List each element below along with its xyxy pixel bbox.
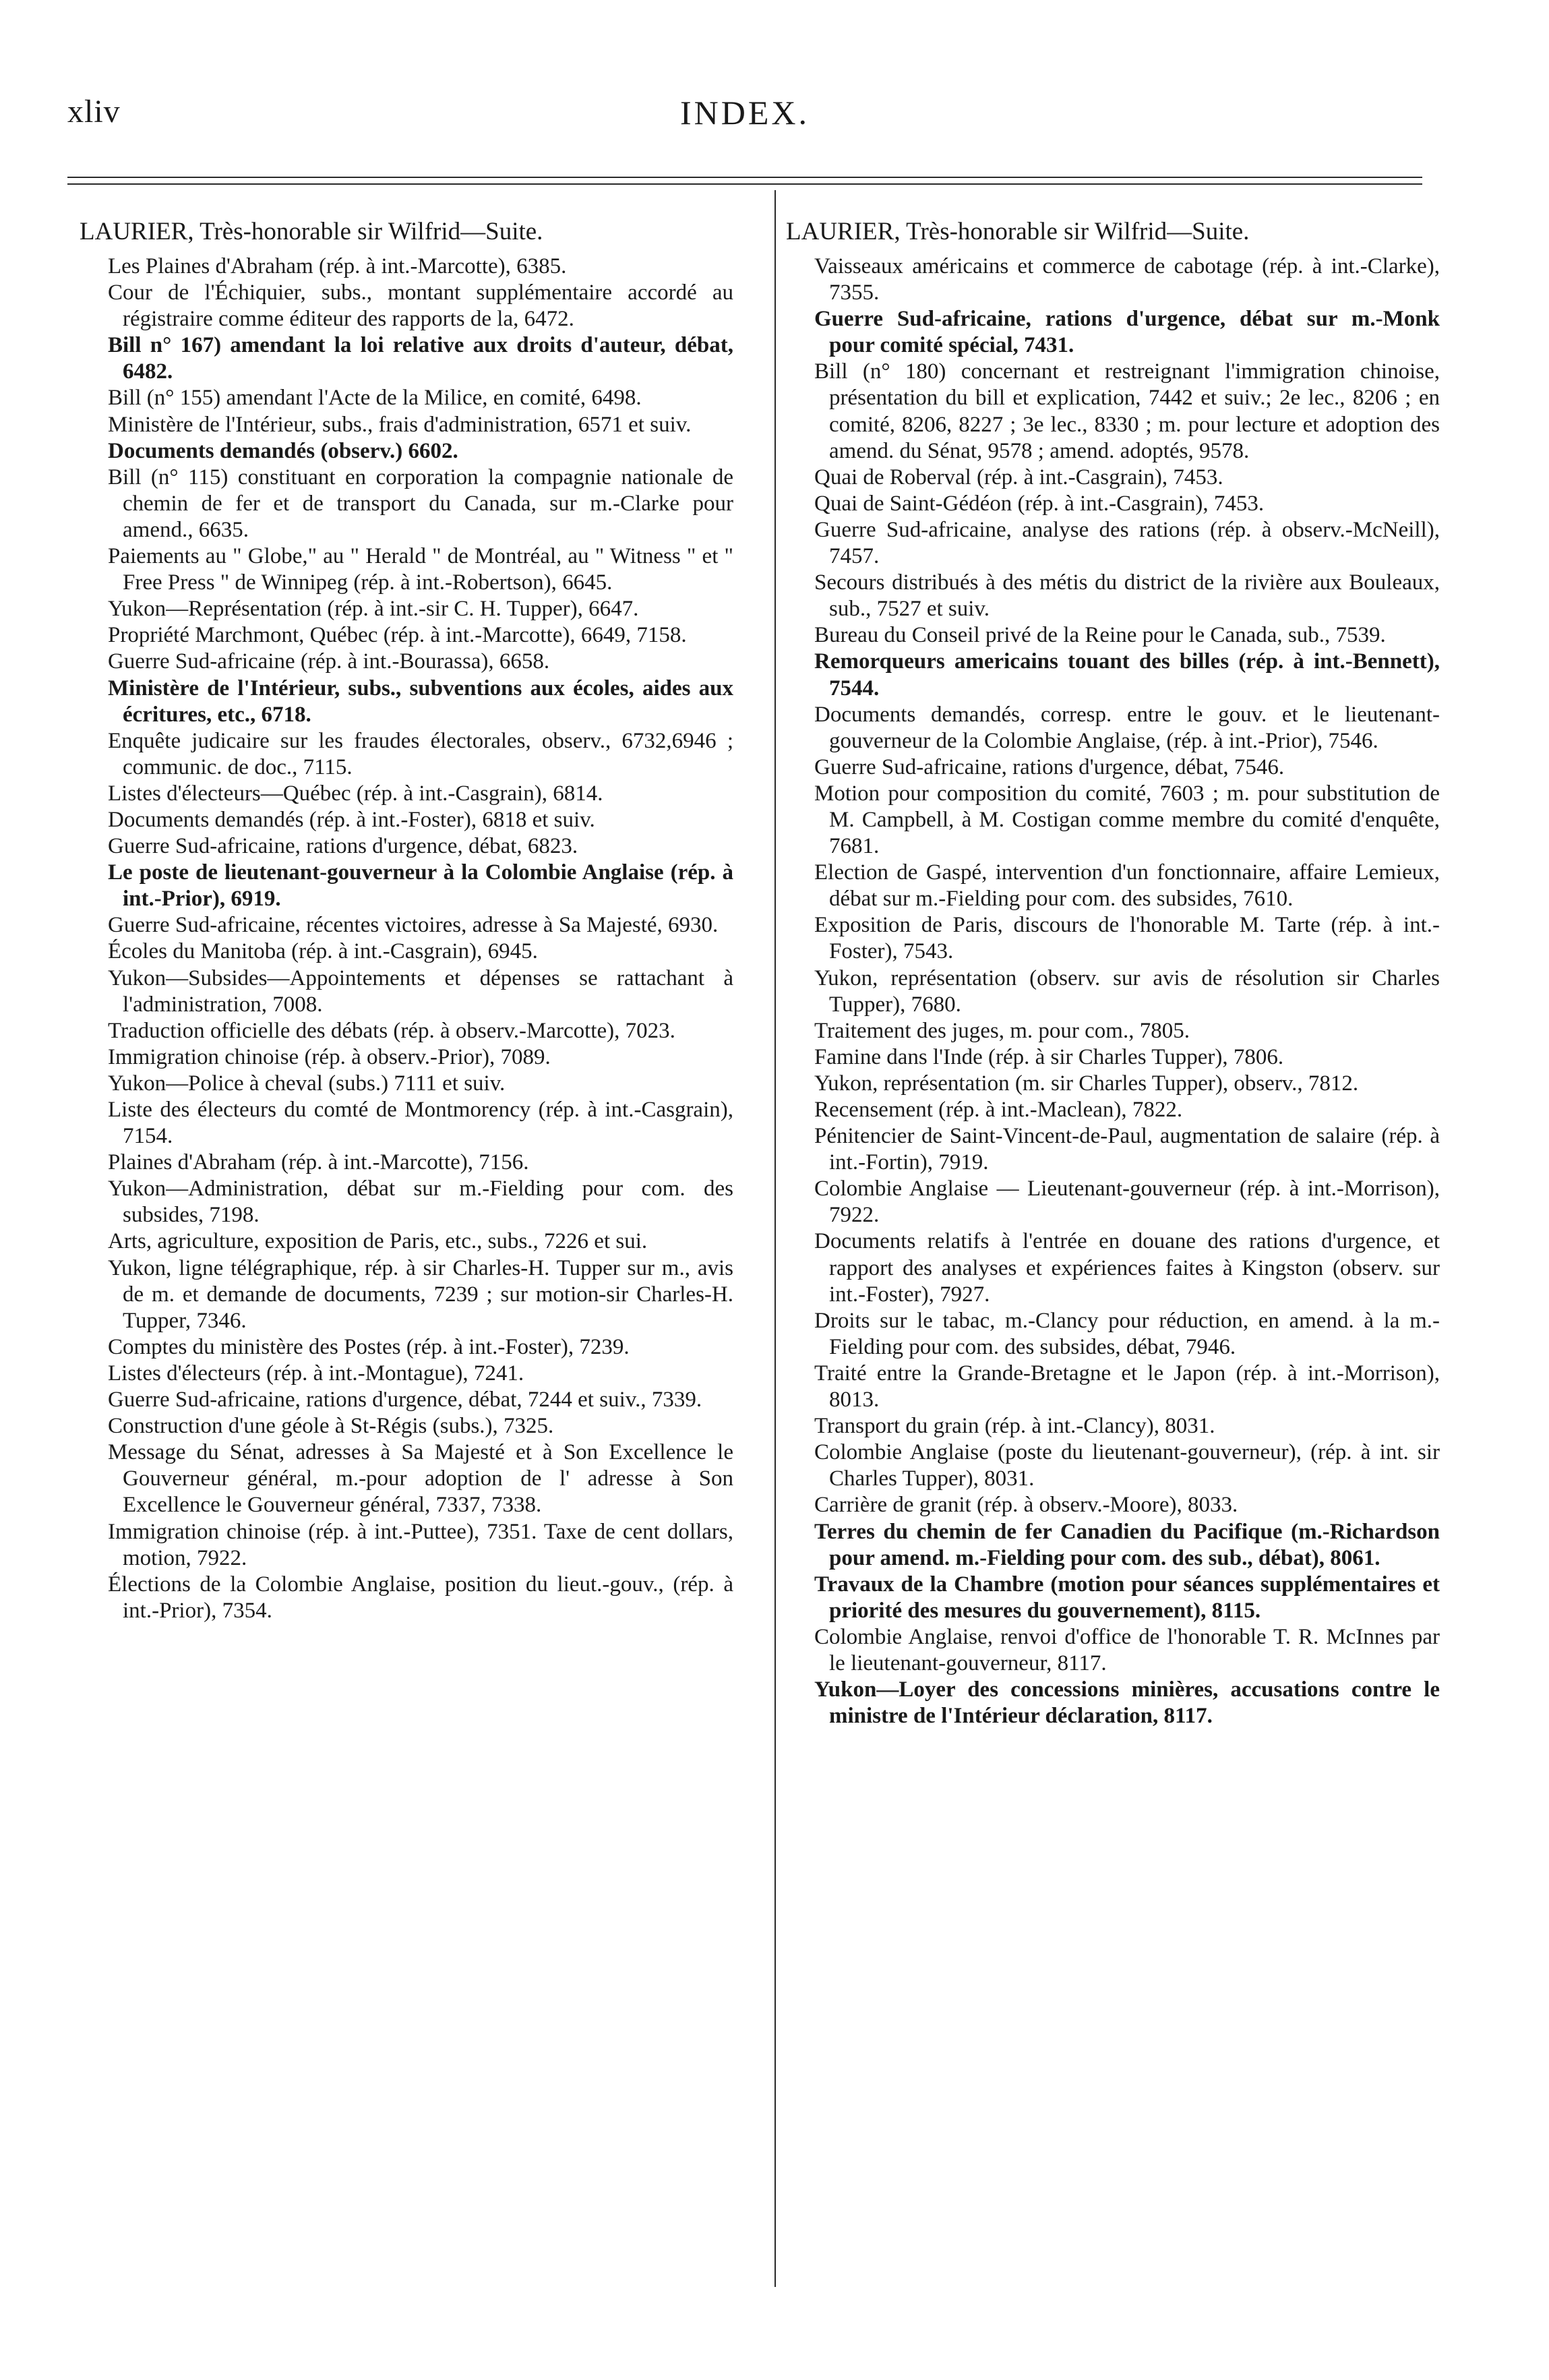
- entry-list: [786, 254, 1440, 1729]
- index-entry: Documents demandés (observ.) 6602.: [108, 438, 458, 463]
- index-entry: Colombie Anglaise — Lieutenant-gouverneur (rép. à int.-Morrison), 7922.: [814, 1177, 1440, 1228]
- index-entry: Message du Sénat, adresses à Sa Majesté et à Son Excellence le Gouverneur général, m.-pour adoption de l' adresse à Son Excellence le Gouverneur général, 7337, 7338.: [108, 1440, 733, 1518]
- index-entry: Immigration chinoise (rép. à observ.-Prior), 7089.: [108, 1044, 551, 1069]
- index-entry: Guerre Sud-africaine, rations d'urgence, débat sur m.-Monk pour comité spécial, 7431.: [814, 307, 1440, 358]
- index-entry: Le poste de lieutenant-gouverneur à la Colombie Anglaise (rép. à int.-Prior), 6919.: [108, 860, 733, 912]
- index-entry: Les Plaines d'Abraham (rép. à int.-Marcotte), 6385.: [108, 254, 567, 278]
- index-entry: Colombie Anglaise (poste du lieutenant-gouverneur), (rép. à int. sir Charles Tupper), 8031.: [814, 1440, 1440, 1491]
- index-entry: Quai de Roberval (rép. à int.-Casgrain), 7453.: [814, 465, 1223, 489]
- index-entry: Liste des électeurs du comté de Montmorency (rép. à int.-Casgrain), 7154.: [108, 1098, 733, 1149]
- index-entry: Guerre Sud-africaine, rations d'urgence, débat, 6823.: [108, 834, 578, 859]
- index-entry: Secours distribués à des métis du district de la rivière aux Bouleaux, sub., 7527 et suiv.: [814, 570, 1440, 622]
- index-entry: Cour de l'Échiquier, subs., montant supplémentaire accordé au régistraire comme éditeur des rapports de la, 6472.: [108, 280, 733, 332]
- index-entry: Documents demandés (rép. à int.-Foster), 6818 et suiv.: [108, 807, 595, 832]
- index-entry: Plaines d'Abraham (rép. à int.-Marcotte), 7156.: [108, 1150, 529, 1175]
- index-entry: Terres du chemin de fer Canadien du Pacifique (m.-Richardson pour amend. m.-Fielding pour com. des sub., débat), 8061.: [814, 1519, 1440, 1570]
- index-entry: Bill n° 167) amendant la loi relative aux droits d'auteur, débat, 6482.: [108, 333, 733, 384]
- index-entry: Ministère de l'Intérieur, subs., frais d'administration, 6571 et suiv.: [108, 412, 692, 437]
- index-entry: Bill (n° 180) concernant et restreignant l'immigration chinoise, présentation du bill et explication, 7442 et suiv.; 2e lec., 8206 ; en comité, 8206, 8227 ; 3e lec., 8330 ; m. pour lecture et adoption des amend. du Sénat, 9578 ; amend. adoptés, 9578.: [814, 359, 1440, 463]
- index-entry: Carrière de granit (rép. à observ.-Moore), 8033.: [814, 1493, 1238, 1518]
- index-entry: Paiements au " Globe," au " Herald " de Montréal, au " Witness " et " Free Press " de Winnipeg (rép. à int.-Robertson), 6645.: [108, 544, 733, 595]
- index-entry: Documents relatifs à l'entrée en douane des rations d'urgence, et rapport des analyses et expériences faites à Kingston (observ. sur int.-Foster), 7927.: [814, 1229, 1440, 1307]
- index-entry: Yukon—Subsides—Appointements et dépenses se rattachant à l'administration, 7008.: [108, 965, 733, 1017]
- index-entry: Élections de la Colombie Anglaise, position du lieut.-gouv., (rép. à int.-Prior), 7354.: [108, 1572, 733, 1623]
- index-entry: Yukon—Police à cheval (subs.) 7111 et suiv.: [108, 1071, 506, 1096]
- index-entry: Traité entre la Grande-Bretagne et le Japon (rép. à int.-Morrison), 8013.: [814, 1361, 1440, 1412]
- index-entry: Transport du grain (rép. à int.-Clancy), 8031.: [814, 1414, 1215, 1439]
- index-column-left: [80, 214, 733, 1624]
- index-entry: Documents demandés, corresp. entre le gouv. et le lieutenant-gouverneur de la Colombie Anglaise, (rép. à int.-Prior), 7546.: [814, 702, 1440, 753]
- index-entry: Guerre Sud-africaine, rations d'urgence, débat, 7546.: [814, 754, 1285, 779]
- index-entry: Traitement des juges, m. pour com., 7805.: [814, 1018, 1190, 1043]
- index-entry: Droits sur le tabac, m.-Clancy pour réduction, en amend. à la m.-Fielding pour com. des subsides, débat, 7946.: [814, 1308, 1440, 1359]
- index-entry: Yukon, ligne télégraphique, rép. à sir Charles-H. Tupper sur m., avis de m. et demande de documents, 7239 ; sur motion-sir Charles-H. Tupper, 7346.: [108, 1255, 733, 1333]
- header-rule-bottom: [67, 183, 1422, 185]
- index-entry: Ministère de l'Intérieur, subs., subventions aux écoles, aides aux écritures, etc., 6718.: [108, 676, 733, 727]
- column-heading: LAURIER, Très-honorable sir Wilfrid—Suite.: [786, 218, 1250, 245]
- running-head: INDEX.: [679, 94, 810, 131]
- index-entry: Comptes du ministère des Postes (rép. à int.-Foster), 7239.: [108, 1334, 630, 1359]
- index-entry: Yukon, représentation (m. sir Charles Tupper), observ., 7812.: [814, 1071, 1359, 1096]
- index-entry: Arts, agriculture, exposition de Paris, etc., subs., 7226 et sui.: [108, 1229, 648, 1254]
- index-entry: Bureau du Conseil privé de la Reine pour le Canada, sub., 7539.: [814, 623, 1386, 648]
- index-entry: Quai de Saint-Gédéon (rép. à int.-Casgrain), 7453.: [814, 491, 1265, 516]
- index-entry: Yukon, représentation (observ. sur avis de résolution sir Charles Tupper), 7680.: [814, 965, 1440, 1017]
- index-entry: Listes d'électeurs (rép. à int.-Montague), 7241.: [108, 1361, 524, 1386]
- index-entry: Listes d'électeurs—Québec (rép. à int.-Casgrain), 6814.: [108, 781, 603, 806]
- index-entry: Construction d'une géole à St-Régis (subs.), 7325.: [108, 1414, 554, 1439]
- index-entry: Recensement (rép. à int.-Maclean), 7822.: [814, 1098, 1183, 1122]
- index-entry: Guerre Sud-africaine, rations d'urgence, débat, 7244 et suiv., 7339.: [108, 1388, 702, 1412]
- index-column-right: [786, 214, 1440, 1729]
- index-entry: Immigration chinoise (rép. à int.-Puttee), 7351. Taxe de cent dollars, motion, 7922.: [108, 1519, 733, 1570]
- index-entry: Enquête judicaire sur les fraudes électorales, observ., 6732,6946 ; communic. de doc., 7115.: [108, 728, 733, 779]
- index-entry: Yukon—Représentation (rép. à int.-sir C. H. Tupper), 6647.: [108, 597, 639, 622]
- index-entry: Traduction officielle des débats (rép. à observ.-Marcotte), 7023.: [108, 1018, 675, 1043]
- entry-list: [80, 254, 733, 1624]
- index-entry: Yukon—Loyer des concessions minières, accusations contre le ministre de l'Intérieur déclaration, 8117.: [814, 1677, 1440, 1729]
- column-heading: LAURIER, Très-honorable sir Wilfrid—Suite.: [80, 218, 543, 245]
- index-entry: Colombie Anglaise, renvoi d'office de l'honorable T. R. McInnes par le lieutenant-gouverneur, 8117.: [814, 1624, 1440, 1675]
- page-header: [67, 93, 1422, 147]
- index-entry: Famine dans l'Inde (rép. à sir Charles Tupper), 7806.: [814, 1044, 1284, 1069]
- index-entry: Écoles du Manitoba (rép. à int.-Casgrain), 6945.: [108, 939, 538, 964]
- index-entry: Bill (n° 155) amendant l'Acte de la Milice, en comité, 6498.: [108, 386, 642, 411]
- index-entry: Guerre Sud-africaine (rép. à int.-Bourassa), 6658.: [108, 649, 550, 674]
- index-entry: Propriété Marchmont, Québec (rép. à int.-Marcotte), 6649, 7158.: [108, 623, 687, 648]
- index-entry: Travaux de la Chambre (motion pour séances supplémentaires et priorité des mesures du gouvernement), 8115.: [814, 1572, 1440, 1623]
- page-number: xliv: [67, 94, 121, 129]
- index-entry: Motion pour composition du comité, 7603 ; m. pour substitution de M. Campbell, à M. Costigan comme membre du comité d'enquête, 7681.: [814, 781, 1440, 859]
- index-entry: Bill (n° 115) constituant en corporation la compagnie nationale de chemin de fer et de transport du Canada, sur m.-Clarke pour amend., 6635.: [108, 465, 733, 542]
- index-entry: Exposition de Paris, discours de l'honorable M. Tarte (rép. à int.-Foster), 7543.: [814, 913, 1440, 964]
- index-entry: Pénitencier de Saint-Vincent-de-Paul, augmentation de salaire (rép. à int.-Fortin), 7919.: [814, 1124, 1440, 1175]
- index-entry: Remorqueurs americains touant des billes (rép. à int.-Bennett), 7544.: [814, 649, 1440, 701]
- index-entry: Guerre Sud-africaine, analyse des rations (rép. à observ.-McNeill), 7457.: [814, 517, 1440, 569]
- index-entry: Guerre Sud-africaine, récentes victoires, adresse à Sa Majesté, 6930.: [108, 913, 719, 938]
- header-rule-top: [67, 177, 1422, 178]
- index-entry: Election de Gaspé, intervention d'un fonctionnaire, affaire Lemieux, débat sur m.-Fielding pour com. des subsides, 7610.: [814, 860, 1440, 912]
- index-entry: Vaisseaux américains et commerce de cabotage (rép. à int.-Clarke), 7355.: [814, 254, 1440, 305]
- index-entry: Yukon—Administration, débat sur m.-Fielding pour com. des subsides, 7198.: [108, 1177, 733, 1228]
- column-divider: [774, 190, 776, 2287]
